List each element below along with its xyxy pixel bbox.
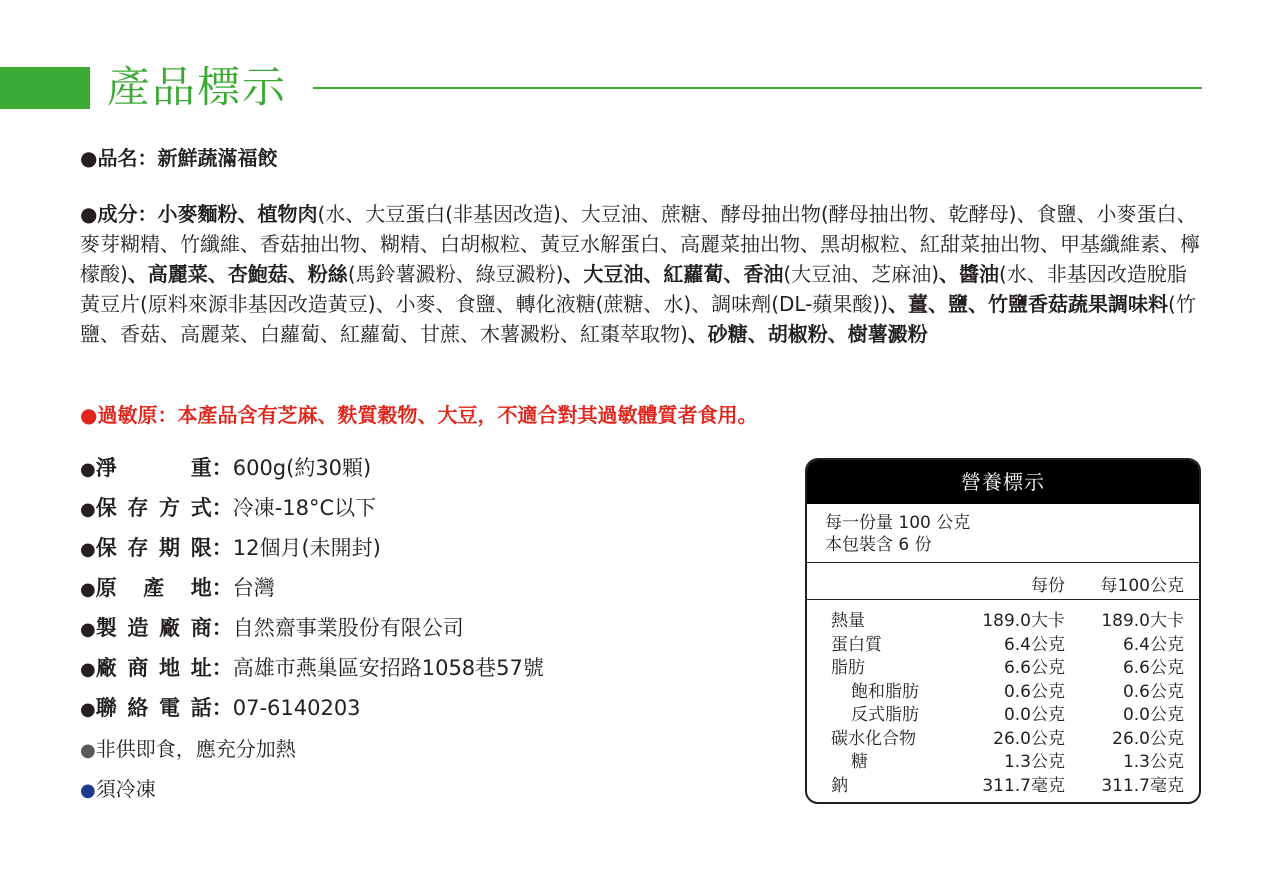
nutrition-title: 營養標示: [807, 460, 1199, 504]
nutrition-row: [807, 751, 1199, 775]
info-row: [80, 493, 376, 525]
bullet-icon: ●: [80, 619, 96, 640]
ingredient-segment: 、高麗菜、杏鮑菇、粉絲: [127, 262, 348, 286]
info-colon: ：: [211, 616, 233, 640]
info-row: [80, 693, 361, 725]
nutrient-per-100g: 0.6公克: [1122, 681, 1184, 702]
info-colon: ：: [211, 576, 233, 600]
nutrient-per-serving: 0.0公克: [1003, 705, 1065, 725]
bullet-icon: ●: [80, 659, 96, 680]
ingredient-segment: (馬鈴薯澱粉、綠豆澱粉): [347, 262, 564, 286]
ingredient-segment: (水、大豆蛋白(非基因改造)、大豆油、蔗糖、酵母抽出物(酵母抽出物、乾酵母)、食鹽、小麥蛋白、麥芽糊精、竹纖維、香菇抽出物、糊精、白胡椒粒、黃豆水解蛋白、高麗菜抽出物、黑胡椒粒、紅甜菜抽出物、甲基纖維素、檸檬酸): [80, 202, 1200, 286]
nutrient-per-100g: 0.0公克: [1122, 705, 1184, 725]
nutrient-name: 反式脂肪: [851, 705, 919, 725]
ingredient-segment: 、醬油: [939, 262, 1000, 286]
note-item: [80, 734, 296, 766]
bullet-icon: ●: [80, 579, 96, 600]
servings-per-pack: 本包裝含 6 份: [825, 535, 932, 555]
ingredient-segment: ●成分：小麥麵粉、植物肉: [80, 202, 318, 226]
info-value: 12個月(未開封): [232, 536, 381, 560]
note-text: 非供即食，應充分加熱: [95, 737, 296, 761]
nutrient-per-100g: 26.0公克: [1112, 728, 1184, 749]
info-colon: ：: [211, 496, 233, 520]
ingredients-paragraph: [80, 199, 1205, 349]
nutrient-per-serving: 6.4公克: [1003, 634, 1065, 655]
info-colon: ：: [211, 456, 233, 480]
product-name: ●品名：新鮮蔬滿福餃: [80, 146, 278, 170]
info-row: [80, 653, 544, 685]
nutrition-row: [807, 681, 1199, 705]
info-colon: ：: [211, 696, 233, 720]
serving-size: 每一份量 100 公克: [825, 513, 971, 533]
nutrition-row: [807, 775, 1199, 799]
info-label: 淨 重: [95, 456, 212, 480]
ingredient-segment: 、砂糖、胡椒粉、樹薯澱粉: [687, 322, 928, 346]
info-label: 保存方式: [95, 496, 212, 520]
info-label: 廠商地址: [95, 656, 212, 680]
nutrient-per-serving: 0.6公克: [1003, 681, 1065, 702]
nutrient-per-100g: 311.7毫克: [1101, 775, 1184, 796]
info-row: [80, 573, 275, 605]
info-label: 原 產 地: [95, 576, 212, 600]
nutrition-row: [807, 634, 1199, 658]
info-colon: ：: [211, 656, 233, 680]
nutrient-per-serving: 26.0公克: [993, 728, 1065, 749]
nutrition-facts-panel: [805, 458, 1201, 804]
info-value: 台灣: [232, 576, 275, 600]
nutrient-per-serving: 311.7毫克: [982, 775, 1065, 796]
nutrition-row: [807, 704, 1199, 728]
bullet-icon: ●: [80, 459, 96, 480]
col-per-100g: 每100公克: [1100, 576, 1184, 596]
nutrient-per-100g: 6.4公克: [1122, 634, 1184, 655]
header-accent-bar: [0, 67, 90, 109]
ingredient-segment: (水、非基因改造脫脂黃豆片(原料來源非基因改造黃豆)、小麥、食鹽、轉化液糖(蔗糖、水)、調味劑(DL-蘋果酸)): [80, 262, 1187, 316]
allergen-warning: ●過敏原：本產品含有芝麻、麩質穀物、大豆，不適合對其過敏體質者食用。: [80, 403, 758, 427]
nutrient-per-serving: 1.3公克: [1003, 752, 1065, 772]
bullet-icon: ●: [80, 499, 96, 520]
info-value: 高雄市燕巢區安招路1058巷57號: [232, 656, 544, 680]
nutrition-rows: [807, 600, 1199, 798]
info-label: 製造廠商: [95, 616, 212, 640]
nutrient-name: 飽和脂肪: [851, 681, 919, 702]
info-label: 保存期限: [95, 536, 212, 560]
nutrient-name: 熱量: [831, 611, 865, 631]
page-title: 產品標示: [107, 63, 287, 113]
info-value: 07-6140203: [232, 696, 361, 720]
info-value: 自然齋事業股份有限公司: [232, 616, 464, 640]
nutrient-name: 蛋白質: [831, 634, 882, 655]
nutrition-row: [807, 610, 1199, 634]
ingredient-segment: (竹鹽、香菇、高麗菜、白蘿蔔、紅蘿蔔、甘蔗、木薯澱粉、紅棗萃取物): [80, 292, 1196, 346]
nutrition-row: [807, 657, 1199, 681]
info-row: [80, 613, 464, 645]
nutrient-per-100g: 1.3公克: [1122, 752, 1184, 772]
nutrient-per-serving: 6.6公克: [1003, 658, 1065, 678]
col-per-serving: 每份: [1031, 576, 1065, 596]
nutrition-column-headers: [807, 563, 1199, 600]
nutrition-row: [807, 728, 1199, 752]
nutrient-name: 糖: [851, 752, 868, 772]
nutrient-per-100g: 6.6公克: [1122, 658, 1184, 678]
info-value: 冷凍-18°C以下: [232, 496, 377, 520]
info-label: 聯絡電話: [95, 696, 212, 720]
note-text: 須冷凍: [95, 777, 156, 801]
bullet-icon: ●: [80, 740, 96, 761]
bullet-icon: ●: [80, 539, 96, 560]
ingredient-segment: 、薑、鹽、竹鹽香菇蔬果調味料: [888, 292, 1169, 316]
info-colon: ：: [211, 536, 233, 560]
ingredient-segment: 、大豆油、紅蘿蔔、香油: [563, 262, 784, 286]
info-row: [80, 453, 371, 485]
nutrient-per-serving: 189.0大卡: [982, 611, 1065, 631]
bullet-icon: ●: [80, 699, 96, 720]
info-row: [80, 533, 381, 565]
note-item: [80, 774, 156, 806]
info-value: 600g(約30顆): [232, 456, 372, 480]
nutrient-name: 碳水化合物: [831, 728, 916, 749]
nutrient-name: 鈉: [831, 775, 848, 796]
nutrient-per-100g: 189.0大卡: [1101, 611, 1184, 631]
ingredient-segment: (大豆油、芝麻油): [783, 262, 940, 286]
nutrient-name: 脂肪: [831, 658, 865, 678]
serving-info: [807, 504, 1199, 563]
bullet-icon: ●: [80, 780, 96, 801]
header-divider: [313, 87, 1202, 89]
